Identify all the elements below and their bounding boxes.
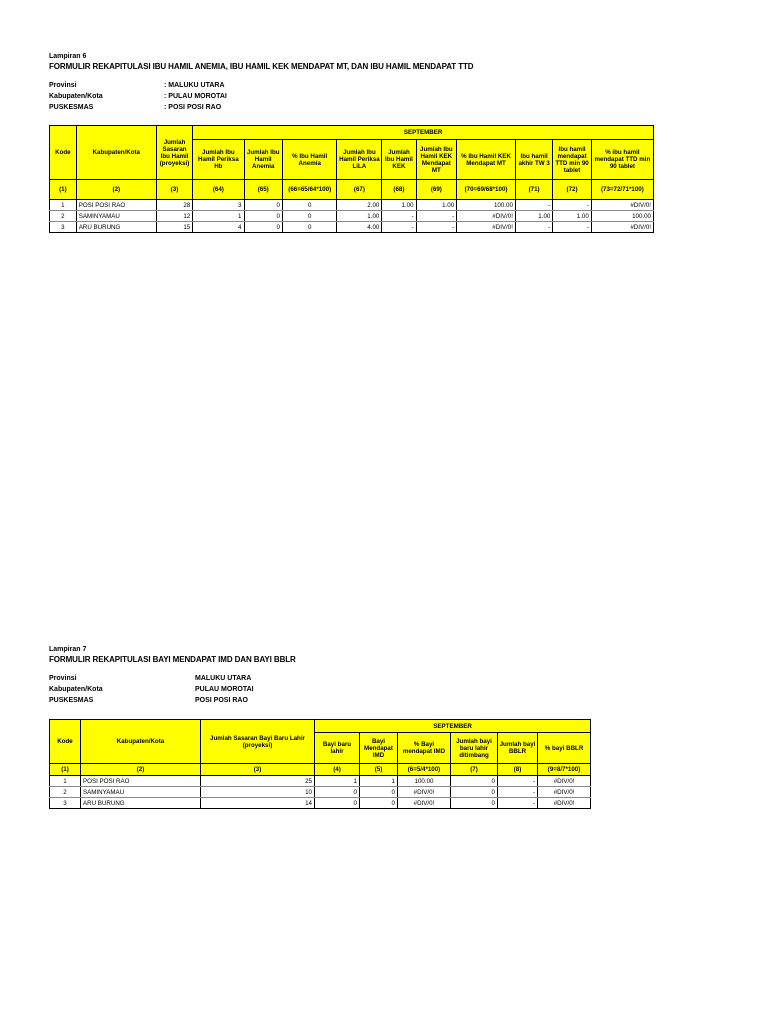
table-row (50, 787, 591, 798)
meta-label: Kabupaten/Kota (49, 686, 103, 693)
cell: - (416, 211, 457, 222)
meta-kabupaten (49, 684, 296, 695)
lampiran-7-title: FORMULIR REKAPITULASI BAYI MENDAPAT IMD DAN BAYI BBLR (49, 655, 296, 664)
code-cell: (3) (201, 764, 315, 776)
meta-provinsi (49, 673, 296, 684)
cell: 2 (50, 787, 81, 798)
cell: 0 (360, 798, 398, 809)
meta-value: MALUKU UTARA (195, 675, 252, 682)
header-col: % Ibu Hamil Anemia (282, 140, 337, 180)
cell: #DIV/0! (591, 200, 653, 211)
table-row (50, 211, 654, 222)
cell: 3 (50, 222, 77, 233)
cell: - (515, 200, 552, 211)
cell: #DIV/0! (538, 776, 591, 787)
cell: #DIV/0! (457, 211, 516, 222)
header-col: Jumlah Ibu Hamil Periksa Hb (193, 140, 244, 180)
cell: 0 (451, 798, 498, 809)
header-col: % Bayi mendapat IMD (398, 733, 451, 764)
cell: #DIV/0! (398, 787, 451, 798)
cell: 1.00 (416, 200, 457, 211)
header-col: Jumlah bayi baru lahir ditimbang (451, 733, 498, 764)
header-col: Jumlah bayi BBLR (498, 733, 538, 764)
meta-value: : PULAU MOROTAI (164, 93, 227, 100)
cell: - (553, 200, 591, 211)
cell: #DIV/0! (457, 222, 516, 233)
cell: 0 (451, 776, 498, 787)
cell: 100.00 (398, 776, 451, 787)
cell: #DIV/0! (538, 798, 591, 809)
table-row (50, 776, 591, 787)
meta-puskesmas (49, 695, 296, 706)
code-cell: (8) (498, 764, 538, 776)
meta-label: PUSKESMAS (49, 697, 94, 704)
code-cell: (1) (50, 180, 77, 200)
code-cell: (5) (360, 764, 398, 776)
cell: 2.00 (337, 200, 382, 211)
code-cell: (64) (193, 180, 244, 200)
header-col: Bayi Mendapat IMD (360, 733, 398, 764)
header-col: Jumlah Ibu Hamil Anemia (244, 140, 282, 180)
code-cell: (68) (382, 180, 416, 200)
header-col: % bayi BBLR (538, 733, 591, 764)
cell: - (498, 776, 538, 787)
cell: 1.00 (382, 200, 416, 211)
cell: POSI POSI RAO (81, 776, 201, 787)
lampiran-7-meta (49, 673, 296, 706)
meta-label: Provinsi (49, 675, 77, 682)
cell: 1 (360, 776, 398, 787)
header-kabupaten: Kabupaten/Kota (81, 720, 201, 764)
cell: 0 (244, 200, 282, 211)
cell: ARU BURUNG (81, 798, 201, 809)
header-col: Jumlah Ibu Hamil KEK (382, 140, 416, 180)
cell: 0 (244, 222, 282, 233)
cell: - (515, 222, 552, 233)
cell: #DIV/0! (538, 787, 591, 798)
cell: 1.00 (337, 211, 382, 222)
cell: 3 (50, 798, 81, 809)
cell: ARU BURUNG (76, 222, 156, 233)
lampiran-6-label: Lampiran 6 (49, 53, 87, 60)
meta-label: PUSKESMAS (49, 104, 94, 111)
cell: 0 (451, 787, 498, 798)
cell: 0 (282, 211, 337, 222)
cell: - (382, 211, 416, 222)
code-row (50, 180, 654, 200)
code-cell: (4) (315, 764, 360, 776)
header-month: SEPTEMBER (193, 126, 654, 140)
lampiran-6-meta (49, 80, 473, 113)
meta-value: PULAU MOROTAI (195, 686, 254, 693)
cell: 1 (315, 776, 360, 787)
code-cell: (2) (81, 764, 201, 776)
cell: - (498, 787, 538, 798)
cell: 1 (50, 200, 77, 211)
lampiran-6-title: FORMULIR REKAPITULASI IBU HAMIL ANEMIA, IBU HAMIL KEK MENDAPAT MT, DAN IBU HAMIL MENDAPAT TTD (49, 62, 474, 71)
table-row (50, 798, 591, 809)
header-month: SEPTEMBER (315, 720, 591, 733)
header-sasaran: Jumlah Sasaran Bayi Baru Lahir (proyeksi) (201, 720, 315, 764)
meta-value: : POSI POSI RAO (164, 104, 222, 111)
header-kabupaten: Kabupaten/Kota (76, 126, 156, 180)
header-sasaran: Jumlah Sasaran Ibu Hamil (proyeksi) (156, 126, 192, 180)
cell: 0 (282, 222, 337, 233)
cell: - (416, 222, 457, 233)
code-cell: (69) (416, 180, 457, 200)
cell: 0 (282, 200, 337, 211)
cell: POSI POSI RAO (76, 200, 156, 211)
meta-value: : MALUKU UTARA (164, 82, 225, 89)
code-cell: (65) (244, 180, 282, 200)
lampiran-6-table (49, 125, 654, 233)
code-cell: (66=65/64*100) (282, 180, 337, 200)
meta-kabupaten (49, 91, 473, 102)
cell: 12 (156, 211, 192, 222)
cell: 1 (193, 211, 244, 222)
header-kode: Kode (50, 126, 77, 180)
cell: 4 (193, 222, 244, 233)
cell: #DIV/0! (398, 798, 451, 809)
cell: SAMINYAMAU (81, 787, 201, 798)
cell: 0 (315, 798, 360, 809)
header-col: Jumlah Ibu Hamil KEK Mendapat MT (416, 140, 457, 180)
code-cell: (72) (553, 180, 591, 200)
cell: 14 (201, 798, 315, 809)
code-cell: (73=72/71*100) (591, 180, 653, 200)
cell: 1.00 (515, 211, 552, 222)
cell: #DIV/0! (591, 222, 653, 233)
code-row (50, 764, 591, 776)
header-col: Ibu hamil mendapat TTD min 90 tablet (553, 140, 591, 180)
cell: - (382, 222, 416, 233)
cell: - (498, 798, 538, 809)
code-cell: (9=8/7*100) (538, 764, 591, 776)
meta-provinsi (49, 80, 473, 91)
cell: 0 (360, 787, 398, 798)
cell: SAMINYAMAU (76, 211, 156, 222)
lampiran-6-section (49, 53, 473, 113)
code-cell: (7) (451, 764, 498, 776)
meta-puskesmas (49, 102, 473, 113)
header-col: % ibu hamil mendapat TTD min 90 tablet (591, 140, 653, 180)
code-cell: (1) (50, 764, 81, 776)
cell: 3 (193, 200, 244, 211)
cell: 0 (244, 211, 282, 222)
lampiran-7-table (49, 719, 591, 809)
cell: 28 (156, 200, 192, 211)
header-col: Ibu hamil akhir TW 3 (515, 140, 552, 180)
cell: 10 (201, 787, 315, 798)
code-cell: (3) (156, 180, 192, 200)
header-kode: Kode (50, 720, 81, 764)
header-col: Jumlah Ibu Hamil Periksa LiLA (337, 140, 382, 180)
cell: 100.00 (591, 211, 653, 222)
header-col: Bayi baru lahir (315, 733, 360, 764)
cell: 25 (201, 776, 315, 787)
meta-value: POSI POSI RAO (195, 697, 248, 704)
lampiran-7-label: Lampiran 7 (49, 646, 87, 653)
meta-label: Provinsi (49, 82, 77, 89)
lampiran-7-section (49, 646, 296, 706)
header-col: % Ibu Hamil KEK Mendapat MT (457, 140, 516, 180)
code-cell: (67) (337, 180, 382, 200)
table-row (50, 200, 654, 211)
code-cell: (70=69/68*100) (457, 180, 516, 200)
cell: 1.00 (553, 211, 591, 222)
meta-label: Kabupaten/Kota (49, 93, 103, 100)
cell: 15 (156, 222, 192, 233)
cell: 2 (50, 211, 77, 222)
code-cell: (6=5/4*100) (398, 764, 451, 776)
cell: 4.00 (337, 222, 382, 233)
cell: 100.00 (457, 200, 516, 211)
cell: - (553, 222, 591, 233)
code-cell: (71) (515, 180, 552, 200)
cell: 1 (50, 776, 81, 787)
cell: 0 (315, 787, 360, 798)
table-row (50, 222, 654, 233)
code-cell: (2) (76, 180, 156, 200)
